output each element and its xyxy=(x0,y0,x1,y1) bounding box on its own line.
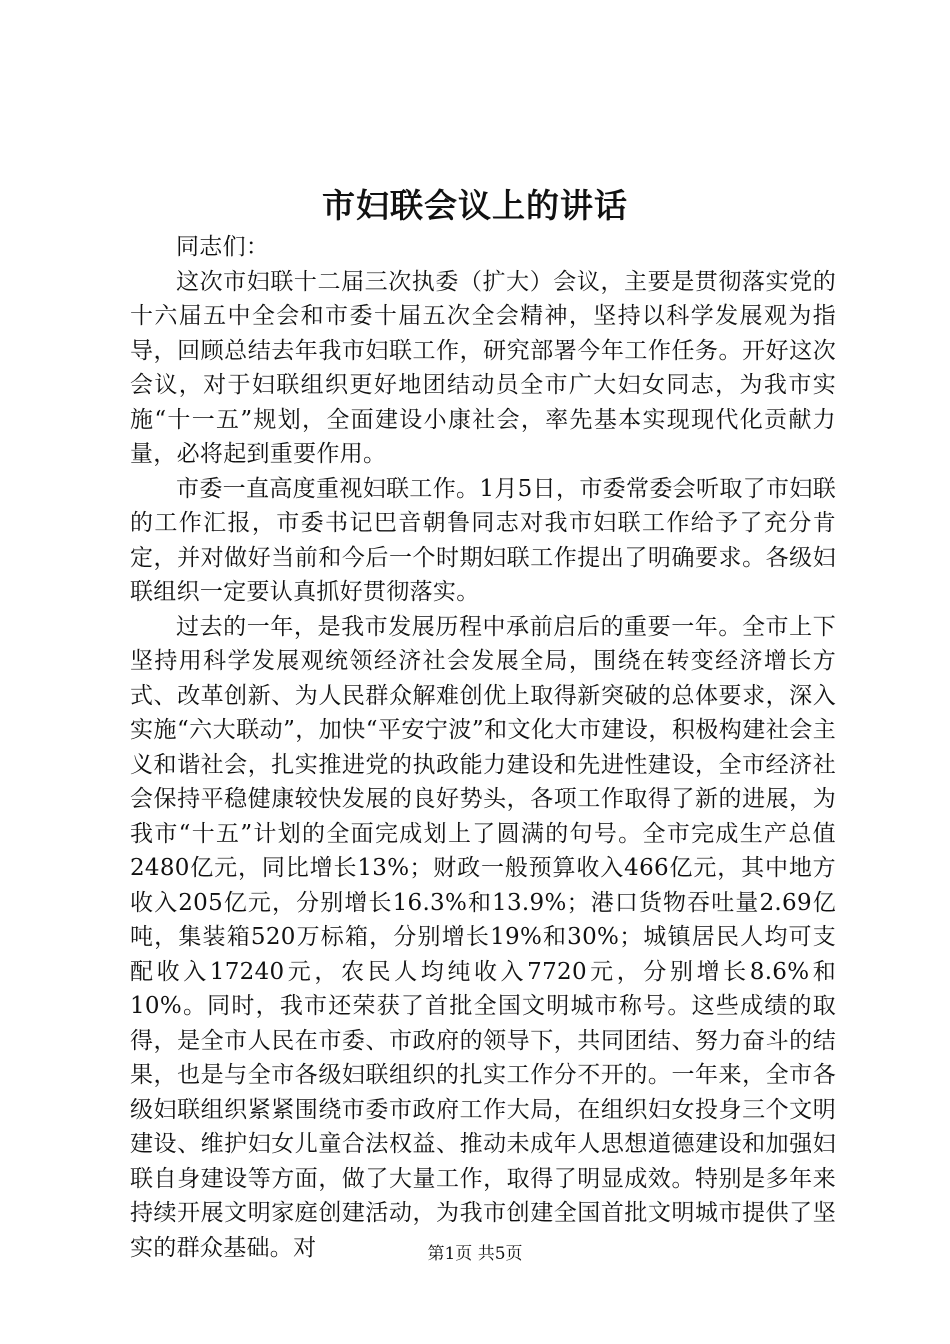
document-title: 市妇联会议上的讲话 xyxy=(322,186,628,225)
paragraph: 市委一直高度重视妇联工作。1月5日，市委常委会听取了市妇联的工作汇报，市委书记巴音朝鲁同志对我市妇联工作给予了充分肯定，并对做好当前和今后一个时期妇联工作提出了明确要求。各级妇联组织一定要认真抓好贯彻落实。 xyxy=(130,475,836,605)
page-number: 第1页 共5页 xyxy=(427,1244,523,1264)
paragraph: 过去的一年，是我市发展历程中承前启后的重要一年。全市上下坚持用科学发展观统领经济社会发展全局，围绕在转变经济增长方式、改革创新、为人民群众解难创优上取得新突破的总体要求，深入实施“六大联动”，加快“平安宁波”和文化大市建设，积极构建社会主义和谐社会，扎实推进党的执政能力建设和先进性建设，全市经济社会保持平稳健康较快发展的良好势头，各项工作取得了新的进展，为我市“十五”计划的全面完成划上了圆满的句号。全市完成生产总值2480亿元，同比增长13%；财政一般预算收入466亿元，其中地方收入205亿元，分别增长16.3%和13.9%；港口货物吞吐量2.69亿吨，集装箱520万标箱，分别增长19%和30%；城镇居民人均可支配收入17240元，农民人均纯收入7720元，分别增长8.6%和10%。同时，我市还荣获了首批全国文明城市称号。这些成绩的取得，是全市人民在市委、市政府的领导下，共同团结、努力奋斗的结果，也是与全市各级妇联组织的扎实工作分不开的。一年来，全市各级妇联组织紧紧围绕市委市政府工作大局，在组织妇女投身三个文明建设、维护妇女儿童合法权益、推动未成年人思想道德建设和加强妇联自身建设等方面，做了大量工作，取得了明显成效。特别是多年来持续开展文明家庭创建活动，为我市创建全国首批文明城市提供了坚实的群众基础。对 xyxy=(130,613,836,1261)
salutation: 同志们： xyxy=(176,234,270,260)
document-body xyxy=(130,230,836,1265)
paragraph: 这次市妇联十二届三次执委（扩大）会议，主要是贯彻落实党的十六届五中全会和市委十届五次全会精神，坚持以科学发展观为指导，回顾总结去年我市妇联工作，研究部署今年工作任务。开好这次会议，对于妇联组织更好地团结动员全市广大妇女同志，为我市实施“十一五”规划，全面建设小康社会，率先基本实现现代化贡献力量，必将起到重要作用。 xyxy=(130,268,836,467)
